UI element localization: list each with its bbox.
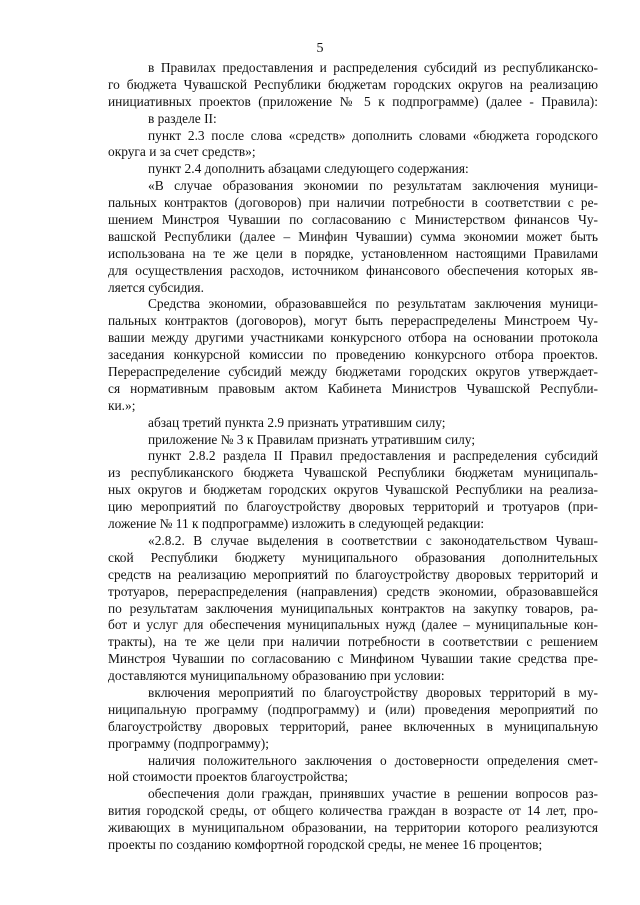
text-line: доставляются муниципальному образованию при условии:: [108, 668, 445, 684]
text-line: пальных контрактов (договоров), могут быть перераспределены Минстроем Чу-: [108, 313, 598, 329]
text-line: средств на реализацию мероприятий по благоустройству дворовых территорий и: [108, 566, 598, 582]
text-line: проекты по созданию комфортной городской среды, не менее 16 процентов;: [108, 836, 543, 852]
text-line: го бюджета Чувашской Республики бюджетам городских округов на реализацию: [108, 76, 598, 92]
text-line: пункт 2.4 дополнить абзацами следующего содержания:: [148, 161, 469, 177]
text-line: цию мероприятий по благоустройству дворовых территорий и тротуаров (при-: [108, 499, 598, 515]
text-line: по результатам заключения муниципальных контрактов на закупку товаров, ра-: [108, 600, 598, 616]
text-line: использована на те же цели в порядке, установленном настоящими Правилами: [108, 245, 598, 261]
text-line: для осуществления расходов, источником финансового обеспечения которых яв-: [108, 262, 598, 278]
text-line: ся нормативным правовым актом Кабинета Министров Чувашской Республи-: [108, 380, 598, 396]
text-line: ной стоимости проектов благоустройства;: [108, 769, 348, 785]
text-line: округа и за счет средств»;: [108, 144, 256, 160]
text-line: шением Минстроя Чувашии по согласованию с Министерством финансов Чу-: [108, 212, 598, 228]
document-body: [108, 60, 598, 854]
text-line: благоустройству дворовых территорий, ранее включенных в муниципальную: [108, 718, 598, 734]
text-line: приложение № 3 к Правилам признать утратившим силу;: [148, 431, 476, 447]
text-line: ки.»;: [108, 397, 136, 413]
text-line: наличия положительного заключения о достоверности определения смет-: [148, 752, 598, 768]
text-line: тракты), на те же цели при наличии потребности в соответствии с решением: [108, 634, 598, 650]
text-line: инициативных проектов (приложение № 5 к подпрограмме) (далее - Правила):: [108, 93, 598, 109]
text-line: вития городской среды, от общего количества граждан в возрасте от 14 лет, про-: [108, 803, 598, 819]
text-line: вашской Республики (далее – Минфин Чувашии) сумма экономии может быть: [108, 228, 598, 244]
text-line: обеспечения доли граждан, принявших участие в решении вопросов раз-: [148, 786, 598, 802]
text-line: Средства экономии, образовавшейся по результатам заключения муници-: [148, 296, 598, 312]
text-line: вашии между другими участниками конкурсного отбора на основании протокола: [108, 330, 598, 346]
text-line: в Правилах предоставления и распределения субсидий из республиканско-: [148, 60, 598, 75]
text-line: Минстроя Чувашии по согласованию с Минфином Чувашии такие средства пре-: [108, 651, 598, 667]
text-line: ской Республики бюджету муниципального образования дополнительных: [108, 549, 598, 565]
text-line: из республиканского бюджета Чувашской Республики бюджетам муниципаль-: [108, 465, 598, 481]
text-line: ложение № 11 к подпрограмме) изложить в следующей редакции:: [108, 516, 485, 532]
text-line: заседания конкурсной комиссии по проведению конкурсного отбора проектов.: [108, 347, 598, 363]
text-line: бот и услуг для обеспечения муниципальных нужд (далее – муниципальные кон-: [108, 617, 598, 633]
text-line: пункт 2.3 после слова «средств» дополнить словами «бюджета городского: [148, 127, 598, 143]
text-line: ляется субсидия.: [108, 279, 204, 295]
text-line: Перераспределение субсидий между бюджетами городских округов утверждает-: [108, 364, 598, 380]
text-line: тротуаров, перераспределения (направления) средств экономии, образовавшейся: [108, 583, 598, 599]
text-line: ниципальную программу (подпрограмму) и (или) проведения мероприятий по: [108, 701, 598, 717]
text-line: абзац третий пункта 2.9 признать утратившим силу;: [148, 414, 446, 430]
page-number: 5: [316, 41, 324, 56]
text-line: пункт 2.8.2 раздела II Правил предоставления и распределения субсидий: [148, 448, 598, 464]
text-line: пальных контрактов (договоров) при наличии потребности в соответствии с ре-: [108, 195, 598, 211]
text-line: программу (подпрограмму);: [108, 735, 269, 751]
text-line: включения мероприятий по благоустройству дворовых территорий в му-: [148, 684, 598, 700]
text-line: «В случае образования экономии по результатам заключения муници-: [148, 178, 598, 194]
text-line: ных округов и бюджетам городских округов Чувашской Республики на реализа-: [108, 482, 598, 498]
text-line: «2.8.2. В случае выделения в соответствии с законодательством Чуваш-: [148, 532, 598, 548]
text-line: живающих в муниципальном образовании, на территории которого реализуются: [108, 820, 598, 836]
text-line: в разделе II:: [148, 110, 217, 126]
